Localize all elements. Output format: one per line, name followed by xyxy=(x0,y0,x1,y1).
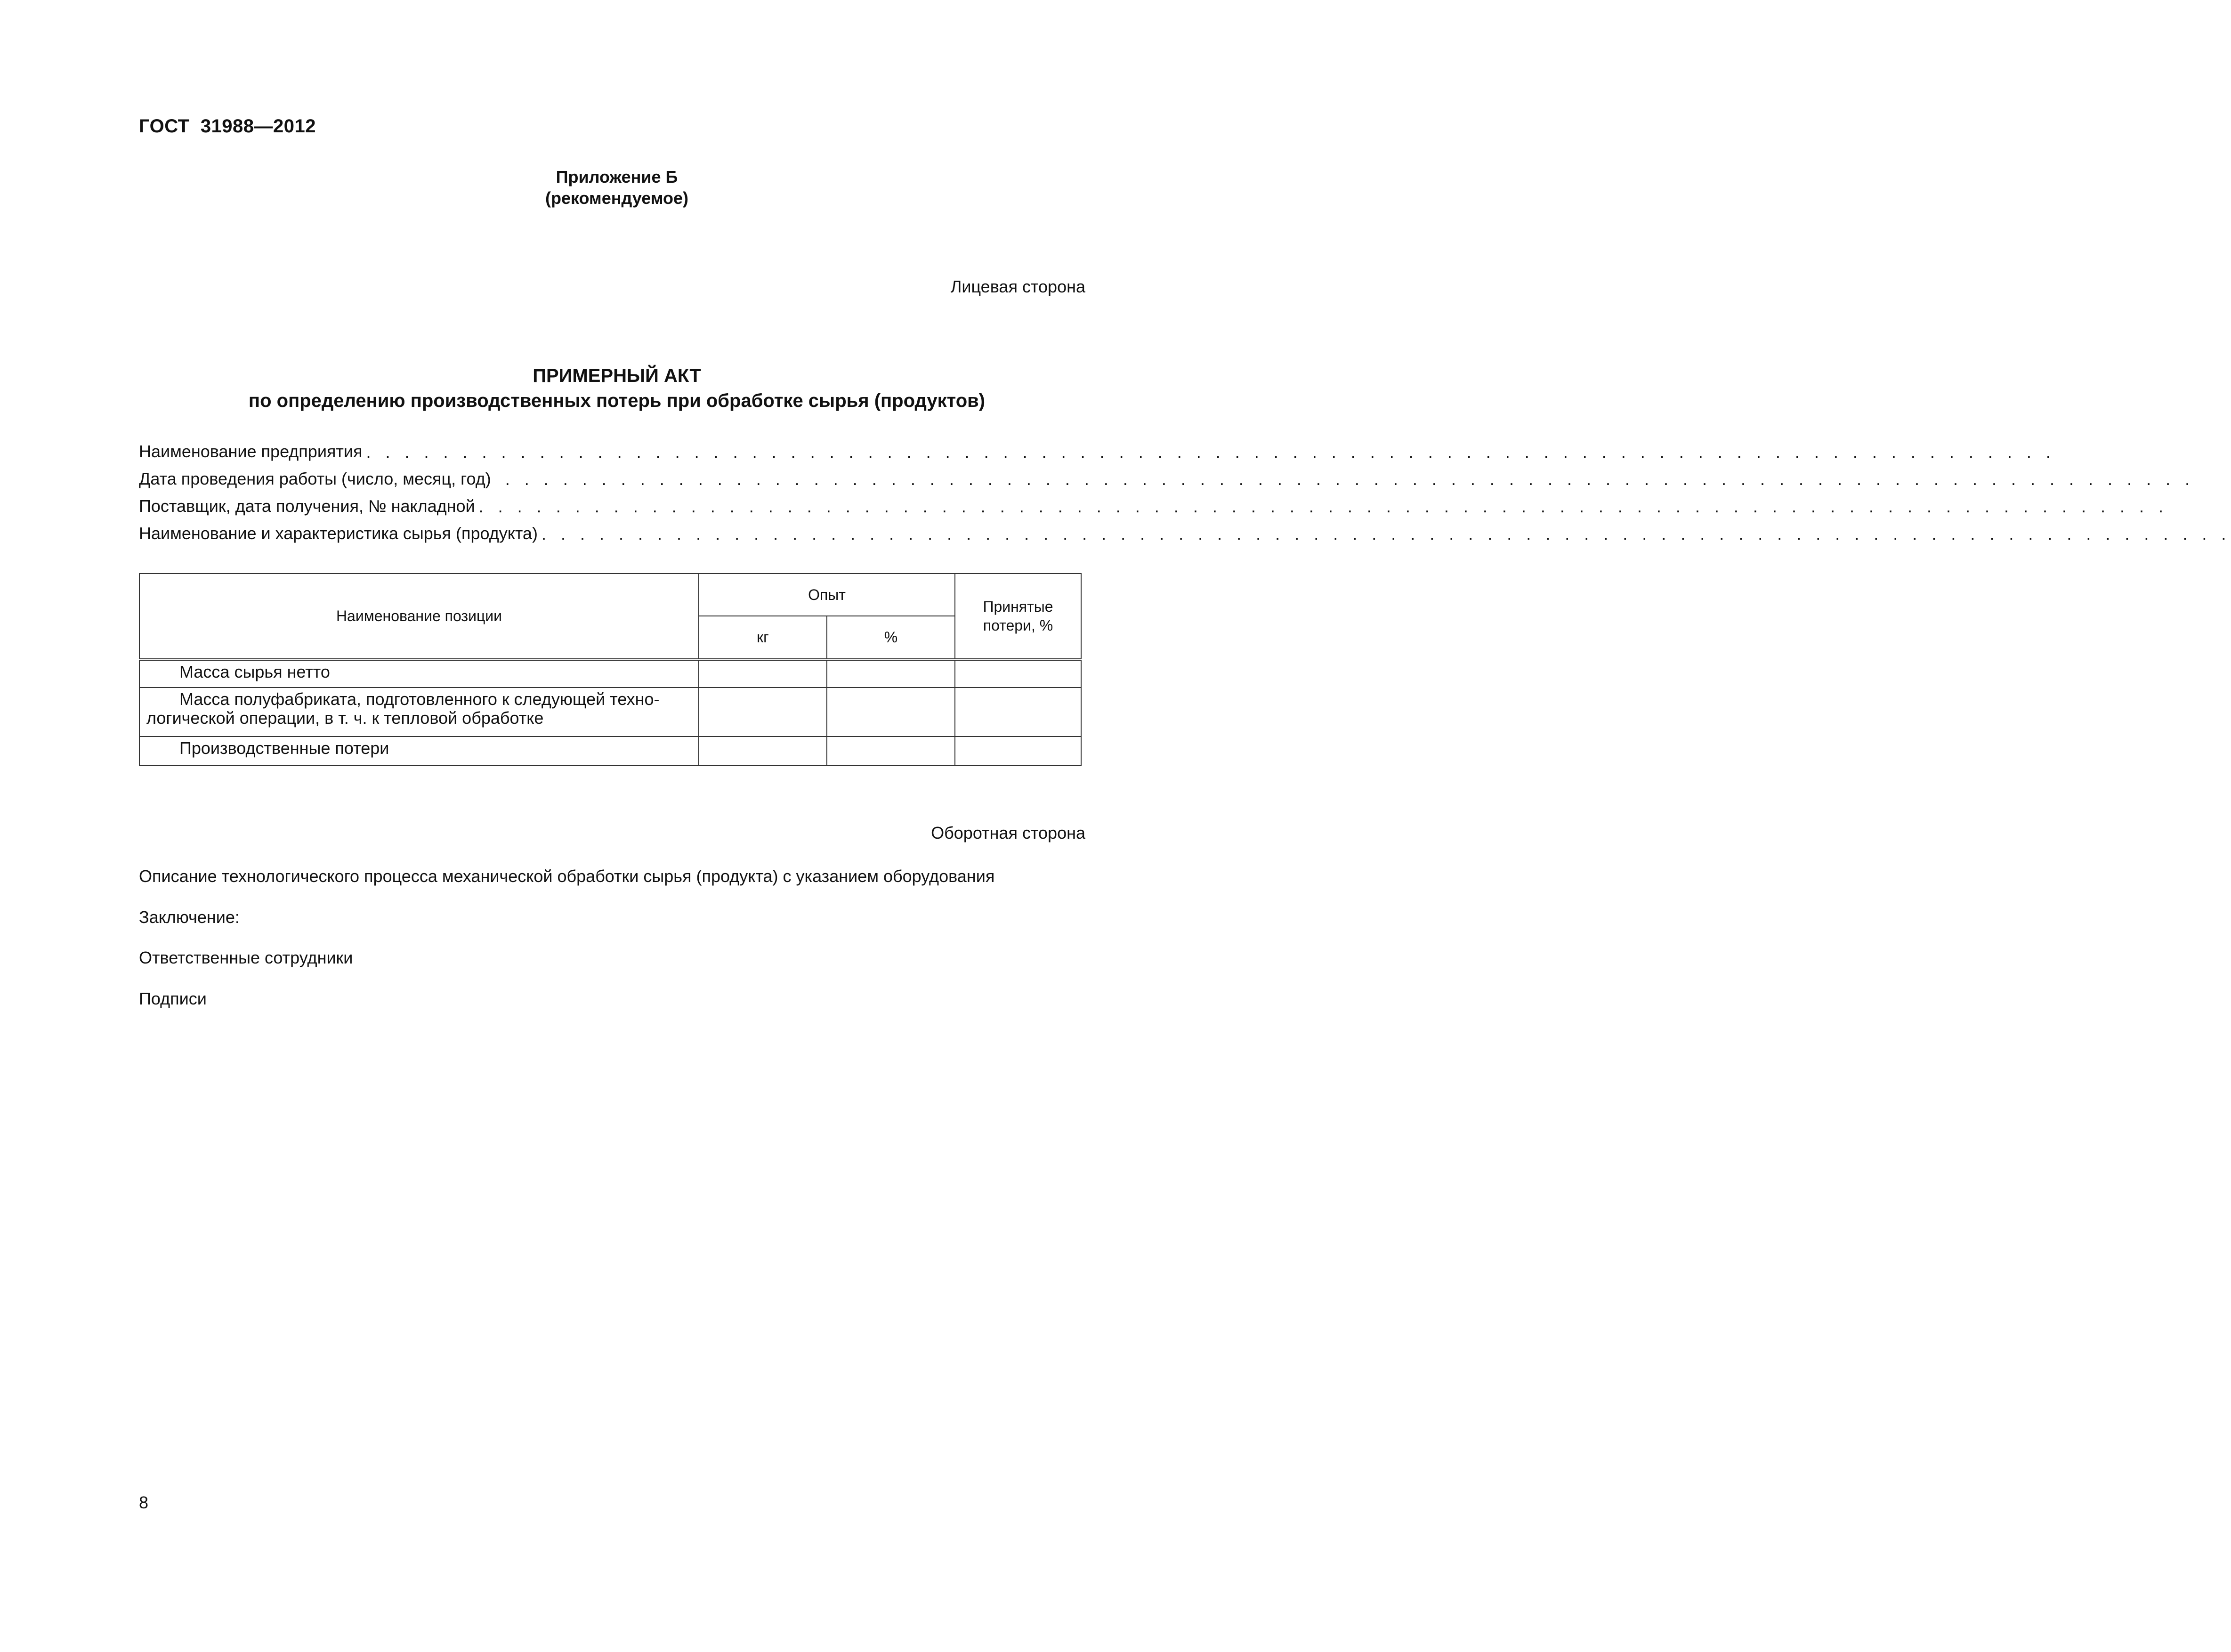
column-header-name: Наименование позиции xyxy=(139,574,699,659)
field-label: Поставщик, дата получения, № накладной xyxy=(139,496,475,516)
row-name: Производственные потери xyxy=(179,738,389,758)
conclusion-label: Заключение: xyxy=(139,907,240,927)
field-row-raw-material xyxy=(139,520,2231,543)
field-label: Дата проведения работы (число, месяц, год) xyxy=(139,469,491,488)
losses-table xyxy=(139,573,1082,766)
act-title: ПРИМЕРНЫЙ АКТ xyxy=(533,365,701,386)
column-header-accepted-losses xyxy=(955,574,1081,659)
appendix-type: (рекомендуемое) xyxy=(545,188,688,208)
field-row-enterprise xyxy=(139,438,2056,462)
row-name-cell xyxy=(139,688,699,737)
value-cell-percent xyxy=(827,659,955,688)
document-code: ГОСТ 31988—2012 xyxy=(139,116,316,137)
front-side-label: Лицевая сторона xyxy=(950,277,1085,296)
table-row xyxy=(139,659,1081,688)
value-cell-accepted xyxy=(955,659,1081,688)
field-label: Наименование и характеристика сырья (продукта) xyxy=(139,524,538,543)
value-cell-accepted xyxy=(955,737,1081,766)
process-description: Описание технологического процесса механической обработки сырья (продукта) с указанием оборудования xyxy=(139,866,995,886)
value-cell-kg xyxy=(699,688,827,737)
row-name-continued: логической операции, в т. ч. к тепловой обработке xyxy=(146,708,544,728)
row-name-cell xyxy=(139,737,699,766)
field-row-date xyxy=(139,465,2195,489)
value-cell-percent xyxy=(827,737,955,766)
value-cell-kg xyxy=(699,659,827,688)
field-row-supplier xyxy=(139,493,2168,516)
column-header-experiment: Опыт xyxy=(699,574,955,616)
field-label: Наименование предприятия xyxy=(139,442,363,461)
table-row xyxy=(139,688,1081,737)
signatures-label: Подписи xyxy=(139,989,207,1008)
row-name: Масса сырья нетто xyxy=(179,662,330,681)
fill-in-dots: . . . . . . . . . . . . . . . . . . . . . . . . . . . . . . . . . . . . . . . . . . . . . . . . . . . . . . . . . . . . . . . . . . . . . . . . . . . . . . . . . . . . . . . . xyxy=(478,497,2168,516)
act-subtitle: по определению производственных потерь при обработке сырья (продуктов) xyxy=(248,390,986,411)
appendix-title: Приложение Б xyxy=(556,167,678,186)
fill-in-dots: . . . . . . . . . . . . . . . . . . . . . . . . . . . . . . . . . . . . . . . . . . . . . . . . . . . . . . . . . . . . . . . . . . . . . . . . . . . . . . . . . . . . . . . . xyxy=(505,470,2195,489)
accepted-losses-line2: потери, % xyxy=(983,617,1053,634)
column-header-kg: кг xyxy=(699,616,827,659)
page-number: 8 xyxy=(139,1493,149,1512)
accepted-losses-line1: Принятые xyxy=(983,598,1053,615)
fill-in-dots: . . . . . . . . . . . . . . . . . . . . . . . . . . . . . . . . . . . . . . . . . . . . . . . . . . . . . . . . . . . . . . . . . . . . . . . . . . . . . . . . . . . . . . . . xyxy=(366,442,2056,462)
responsible-staff-label: Ответственные сотрудники xyxy=(139,948,353,967)
row-name-cell xyxy=(139,659,699,688)
value-cell-kg xyxy=(699,737,827,766)
value-cell-accepted xyxy=(955,688,1081,737)
table-row xyxy=(139,737,1081,766)
value-cell-percent xyxy=(827,688,955,737)
back-side-label: Оборотная сторона xyxy=(931,823,1085,842)
column-header-percent: % xyxy=(827,616,955,659)
row-name: Масса полуфабриката, подготовленного к следующей техно- xyxy=(179,689,660,709)
table-header-row xyxy=(139,574,1081,616)
fill-in-dots: . . . . . . . . . . . . . . . . . . . . . . . . . . . . . . . . . . . . . . . . . . . . . . . . . . . . . . . . . . . . . . . . . . . . . . . . . . . . . . . . . . . . . . . . xyxy=(542,524,2231,543)
